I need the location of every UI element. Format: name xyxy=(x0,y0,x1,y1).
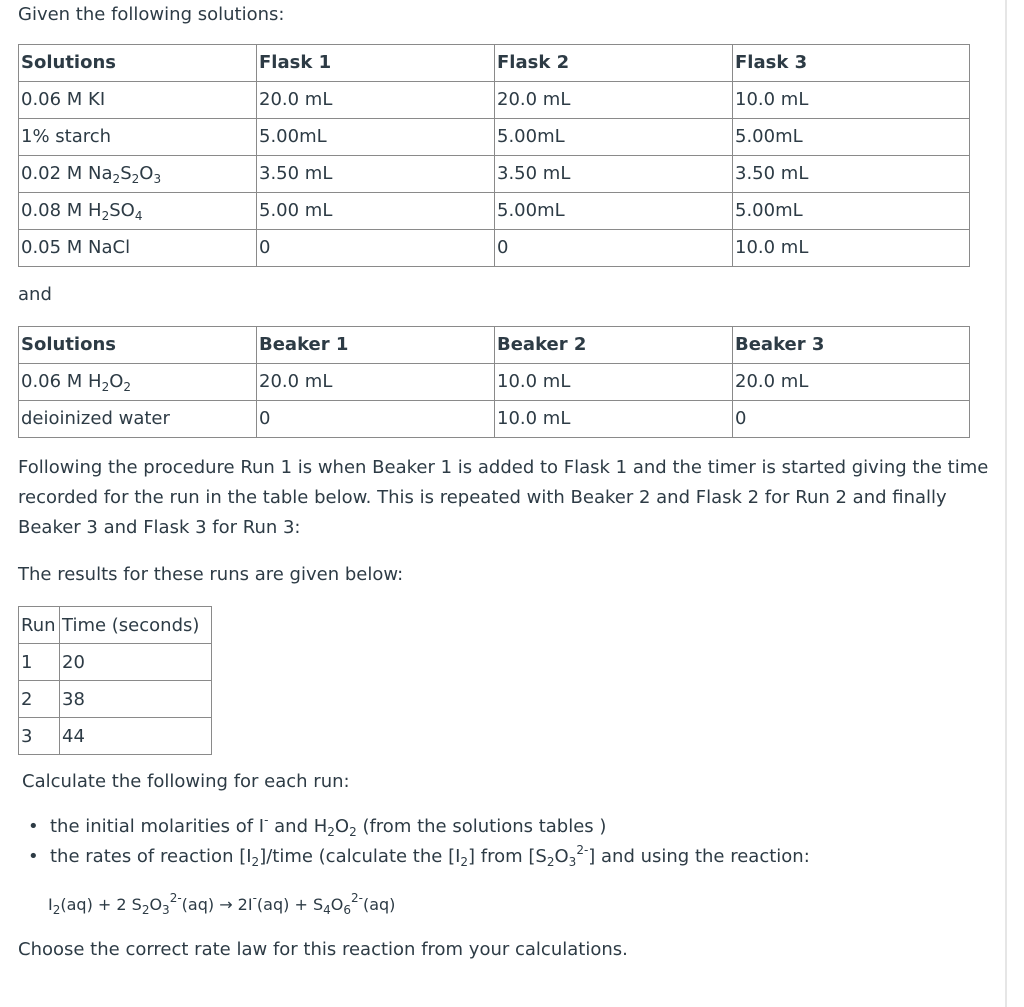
header-time: Time (seconds) xyxy=(60,607,212,644)
solution-label: 0.06 M KI xyxy=(19,82,257,119)
solution-label: 0.06 M $H_2O_2$ xyxy=(19,364,257,401)
run-time: 44 xyxy=(60,718,212,755)
table-cell: 3.50 mL xyxy=(733,156,970,193)
table-cell: 5.00mL xyxy=(733,193,970,230)
results-intro: The results for these runs are given below: xyxy=(18,564,404,585)
table-row xyxy=(19,681,212,718)
table-cell: 20.0 mL xyxy=(257,364,495,401)
table-cell: 5.00mL xyxy=(257,119,495,156)
calc-intro: Calculate the following for each run: xyxy=(22,771,350,792)
table-row xyxy=(19,119,970,156)
table-cell: 5.00mL xyxy=(495,193,733,230)
solution-label: 1% starch xyxy=(19,119,257,156)
header-flask-1: Flask 1 xyxy=(257,45,495,82)
table-cell: 5.00mL xyxy=(733,119,970,156)
run-time: 20 xyxy=(60,644,212,681)
run-time: 38 xyxy=(60,681,212,718)
table-cell: 0 xyxy=(495,230,733,267)
solution-label: deioinized water xyxy=(19,401,257,438)
table-cell: 3.50 mL xyxy=(495,156,733,193)
procedure-line-1: Following the procedure Run 1 is when Beaker 1 is added to Flask 1 and the timer is started giving the time xyxy=(18,457,989,478)
procedure-line-2: recorded for the run in the table below. This is repeated with Beaker 2 and Flask 2 for Run 2 and finally xyxy=(18,487,947,508)
beaker-table-header xyxy=(19,327,970,364)
table-row xyxy=(19,82,970,119)
reaction-equation: $I_2(aq) + 2$ $S_2O_3^{2-}(aq) \to 2I^-(aq) + S_4O_6^{2-}(aq)$ xyxy=(48,891,396,917)
table-row xyxy=(19,364,970,401)
table-row xyxy=(19,644,212,681)
list-item: • the rates of reaction $[I_2]$/time (calculate the $[I_2]$ from $[S_2O_3^{2-}]$ and using the reaction: xyxy=(50,842,1000,872)
table-row xyxy=(19,156,970,193)
flask-table-header xyxy=(19,45,970,82)
and-text: and xyxy=(18,284,52,305)
results-header-row xyxy=(19,607,212,644)
beaker-table xyxy=(18,326,970,438)
table-cell: 20.0 mL xyxy=(733,364,970,401)
header-flask-3: Flask 3 xyxy=(733,45,970,82)
run-number: 2 xyxy=(19,681,60,718)
intro-text: Given the following solutions: xyxy=(18,4,285,25)
table-cell: 10.0 mL xyxy=(733,230,970,267)
table-cell: 5.00 mL xyxy=(257,193,495,230)
table-cell: 20.0 mL xyxy=(495,82,733,119)
table-cell: 10.0 mL xyxy=(495,364,733,401)
table-cell: 20.0 mL xyxy=(257,82,495,119)
run-number: 3 xyxy=(19,718,60,755)
run-number: 1 xyxy=(19,644,60,681)
header-solutions: Solutions xyxy=(19,45,257,82)
table-row xyxy=(19,718,212,755)
table-cell: 5.00mL xyxy=(495,119,733,156)
table-cell: 0 xyxy=(257,230,495,267)
page-edge-divider xyxy=(1005,0,1007,1007)
table-row xyxy=(19,401,970,438)
header-run: Run xyxy=(19,607,60,644)
table-cell: 3.50 mL xyxy=(257,156,495,193)
calc-bullet-list xyxy=(22,812,1000,872)
table-cell: 0 xyxy=(257,401,495,438)
table-row xyxy=(19,230,970,267)
table-cell: 10.0 mL xyxy=(495,401,733,438)
table-row xyxy=(19,193,970,230)
header-beaker-3: Beaker 3 xyxy=(733,327,970,364)
header-solutions: Solutions xyxy=(19,327,257,364)
flask-table xyxy=(18,44,970,267)
table-cell: 0 xyxy=(733,401,970,438)
solution-label: 0.02 M $Na_2S_2O_3$ xyxy=(19,156,257,193)
procedure-line-3: Beaker 3 and Flask 3 for Run 3: xyxy=(18,517,301,538)
closing-text: Choose the correct rate law for this reaction from your calculations. xyxy=(18,939,628,960)
solution-label: 0.08 M $H_2SO_4$ xyxy=(19,193,257,230)
header-flask-2: Flask 2 xyxy=(495,45,733,82)
list-item: • the initial molarities of I- and $H_2O_2$ (from the solutions tables ) xyxy=(50,812,1000,842)
table-cell: 10.0 mL xyxy=(733,82,970,119)
header-beaker-1: Beaker 1 xyxy=(257,327,495,364)
results-table xyxy=(18,606,212,755)
header-beaker-2: Beaker 2 xyxy=(495,327,733,364)
solution-label: 0.05 M NaCl xyxy=(19,230,257,267)
